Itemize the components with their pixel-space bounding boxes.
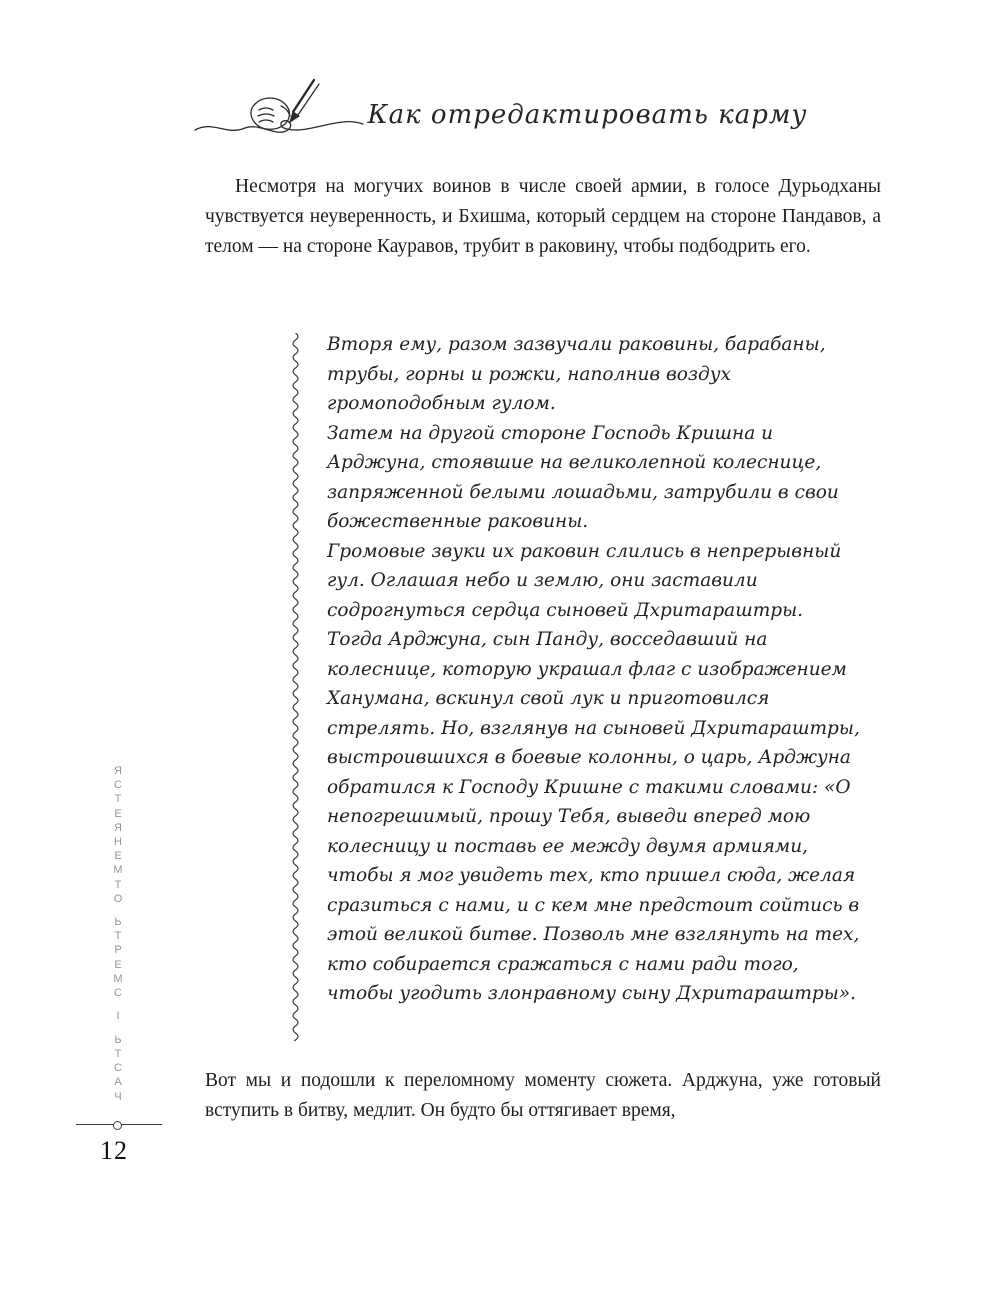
vertical-char: Т	[114, 1047, 122, 1060]
vertical-char: Ь	[114, 916, 122, 929]
page-number: 12	[100, 1136, 128, 1165]
vertical-char: М	[113, 972, 123, 985]
vertical-char: Н	[114, 835, 122, 848]
vertical-char: Ч	[114, 1090, 122, 1103]
pen-nib	[290, 112, 299, 122]
vertical-char: Я	[114, 765, 122, 777]
vertical-char: Т	[114, 793, 122, 806]
quote-squiggle-line	[291, 333, 301, 1041]
block-quote	[291, 330, 881, 1009]
hand-outline	[251, 98, 290, 129]
footer-ornament-circle	[113, 1121, 122, 1130]
vertical-char: Е	[114, 850, 122, 863]
vertical-char: С	[114, 1062, 122, 1075]
vertical-char: О	[113, 892, 123, 905]
closing-paragraph: Вот мы и подошли к переломному моменту сюжета. Арджуна, уже готовый вступить в битву, медлит. Он будто бы оттягивает время,	[205, 1070, 881, 1121]
quote-text	[327, 330, 869, 1009]
vertical-char: I	[116, 1010, 120, 1023]
vertical-char: Е	[114, 807, 122, 820]
intro-paragraph: Несмотря на могучих воинов в числе своей армии, в голосе Дурьодханы чувствуется неуверенность, и Бхишма, который сердцем на стороне Пандавов, а телом — на стороне Кауравов, трубит в раковину, чтобы подбодрить его.	[205, 176, 881, 257]
vertical-char: М	[113, 864, 123, 877]
vertical-char: Т	[114, 878, 122, 891]
chapter-title: Как отредактировать карму	[367, 100, 808, 130]
vertical-char: Т	[114, 930, 122, 943]
vertical-char: А	[114, 1076, 122, 1089]
quote-paragraph: Вторя ему, разом зазвучали раковины, барабаны, трубы, горны и рожки, наполнив воздух громоподобным гулом.	[327, 334, 826, 414]
vertical-char: С	[114, 779, 122, 792]
vertical-char: Е	[114, 958, 122, 971]
part-title-vertical	[106, 766, 130, 1103]
vertical-char: С	[114, 987, 122, 999]
quote-paragraph: Затем на другой стороне Господь Кришна и Арджуна, стоявшие на великолепной колеснице, запряженной белыми лошадьми, затрубили в свои божественные раковины.	[327, 422, 839, 532]
vertical-char: Р	[114, 944, 122, 957]
vertical-char: Я	[114, 821, 122, 834]
quote-paragraph: Тогда Арджуна, сын Панду, восседавший на колеснице, которую украшал флаг с изображением Ханумана, вскинул свой лук и приготовился стрелять. Но, взглянув на сыновей Дхритараштры, выстроившихся в боевые колонны, о царь, Арджуна обратился к Господу Кришне с такими словами: «О непогрешимый, прошу Тебя, выведи вперед мою колесницу и поставь ее между двумя армиями, чтобы я мог увидеть тех, кто пришел сюда, желая сразиться с нами, и с кем мне предстоит сойтись в этой великой битве. Позволь мне взглянуть на тех, кто собирается сражаться с нами ради того, чтобы угодить злонравному сыну Дхритараштры».	[327, 629, 860, 1004]
vertical-char: Ь	[114, 1033, 122, 1046]
hand-with-pen-icon	[193, 78, 365, 140]
quote-paragraph: Громовые звуки их раковин слились в непрерывный гул. Оглашая небо и землю, они заставили содрогнуться сердца сыновей Дхритараштры.	[327, 540, 842, 621]
